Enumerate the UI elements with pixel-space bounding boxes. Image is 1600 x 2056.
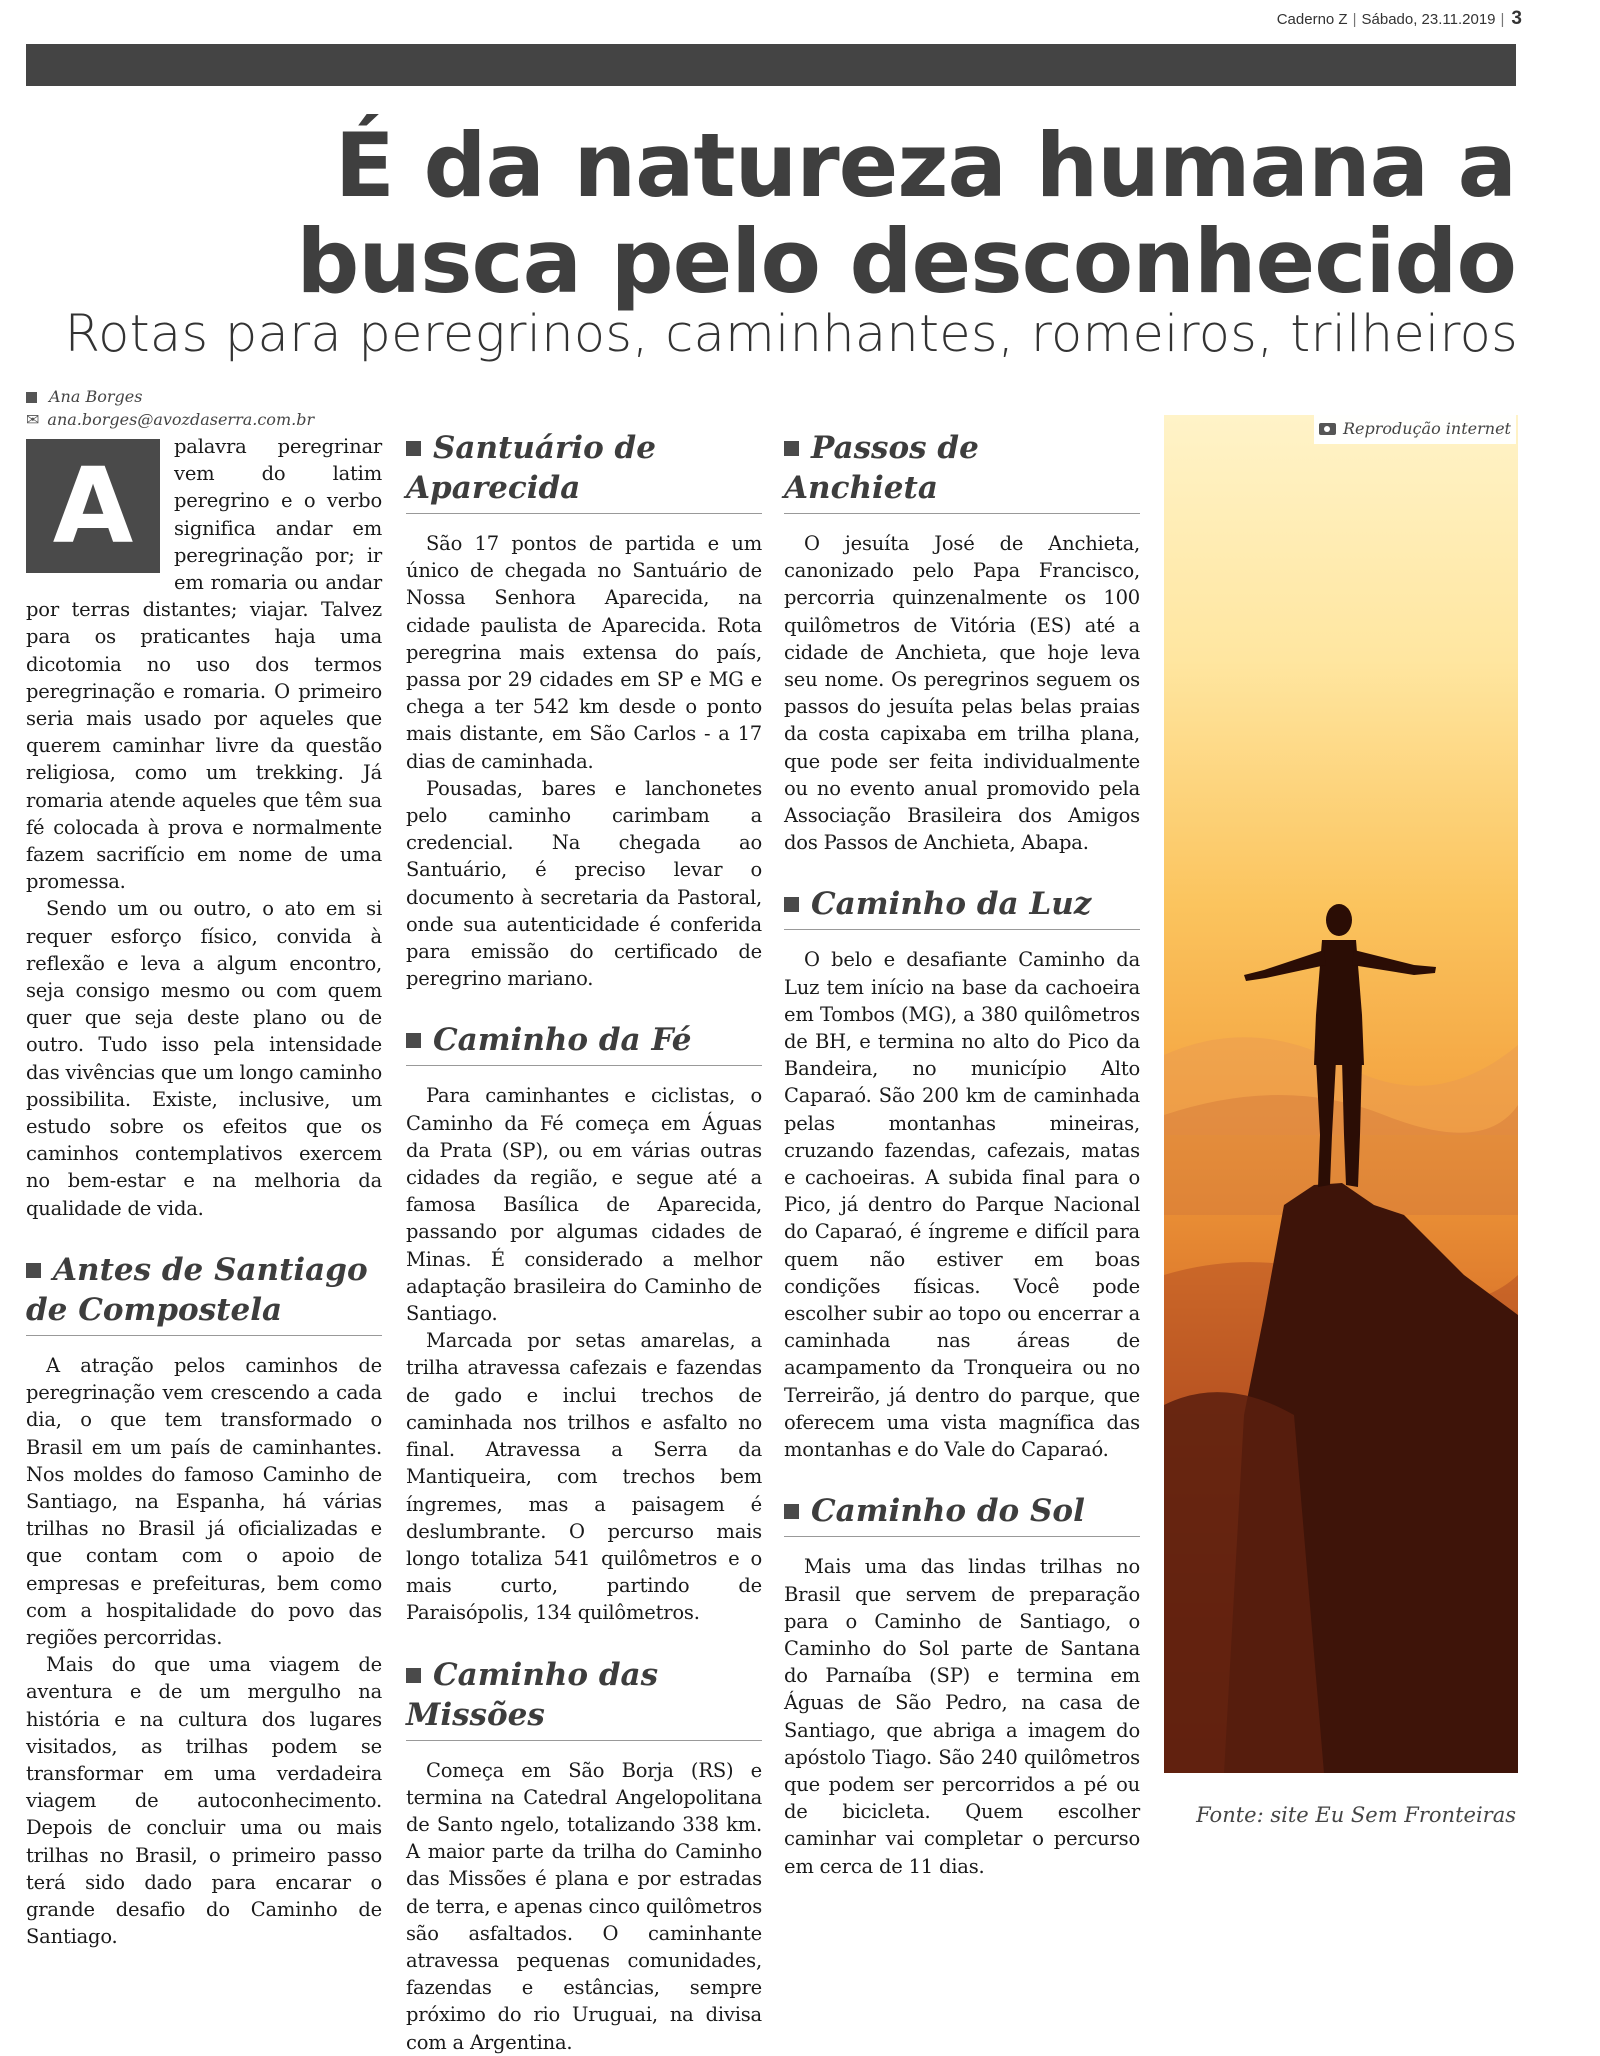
- column-3: [784, 428, 1140, 1880]
- author-email[interactable]: ana.borges@avozdaserra.com.br: [47, 410, 315, 429]
- body-paragraph: Mais do que uma viagem de aventura e de um mergulho na história e na cultura dos lugares visitados, as trilhas podem se transformar em uma verdadeira viagem de autoconhecimento. Depois de concluir uma ou mais trilhas no Brasil, o primeiro passo terá sido dado para encarar o grande desafio do Caminho de Santiago.: [26, 1653, 382, 1949]
- drop-cap: A: [26, 439, 160, 573]
- issue-date: Sábado, 23.11.2019: [1361, 11, 1496, 28]
- bullet-square-icon: [406, 1033, 421, 1048]
- section-title: Santuário de Aparecida: [406, 428, 762, 514]
- section-title: Antes de Santiago de Compostela: [26, 1250, 382, 1336]
- photo-source: Fonte: site Eu Sem Fronteiras: [1196, 1803, 1516, 1827]
- photo-credit: Reprodução internet: [1314, 414, 1516, 444]
- bullet-square-icon: [26, 1263, 41, 1278]
- body-paragraph: Para caminhantes e ciclistas, o Caminho da Fé começa em Águas da Prata (SP), ou em várias outras cidades da região, e segue até a famosa Basílica de Aparecida, passando por algumas cidades de Minas. É considerado a melhor adaptação brasileira do Caminho de Santiago.: [406, 1084, 762, 1326]
- photo-illustration: [1164, 415, 1518, 1773]
- body-paragraph: Pousadas, bares e lanchonetes pelo caminho carimbam a credencial. Na chegada ao Santuário, é preciso levar o documento à secretaria da Pastoral, onde sua autenticidade é conferida para emissão do certificado de peregrino mariano.: [406, 776, 762, 991]
- hiker-sunset-photo: [1164, 415, 1518, 1773]
- author-name: Ana Borges: [49, 387, 143, 406]
- byline: [26, 385, 314, 431]
- body-paragraph: Marcada por setas amarelas, a trilha atravessa cafezais e fazendas de gado e inclui trechos de caminhada nos trilhos e asfalto no final. Atravessa a Serra da Mantiqueira, com trechos bem íngremes, mas a paisagem é deslumbrante. O percurso mais longo totaliza 541 quilômetros e o mais curto, partindo de Paraisópolis, 134 quilômetros.: [406, 1329, 762, 1625]
- page-folio: [1277, 8, 1522, 30]
- body-paragraph: O jesuíta José de Anchieta, canonizado pelo Papa Francisco, percorria quinzenalmente os 100 quilômetros de Vitória (ES) até a cidade de Anchieta, que hoje leva seu nome. Os peregrinos seguem os passos do jesuíta pelas belas praias da costa capixaba em trilha plana, que pode ser feita individualmente ou no evento anual promovido pela Associação Brasileira dos Amigos dos Passos de Anchieta, Abapa.: [784, 532, 1140, 855]
- bullet-square-icon: [406, 441, 421, 456]
- envelope-icon: ✉: [26, 410, 40, 429]
- column-1: [26, 433, 382, 1950]
- bullet-square-icon: [784, 1504, 799, 1519]
- section-title: Caminho da Luz: [784, 884, 1140, 930]
- section-title: Caminho do Sol: [784, 1491, 1140, 1537]
- section-name: Caderno Z: [1276, 11, 1348, 28]
- folio-separator: |: [1352, 11, 1357, 28]
- bullet-square-icon: [784, 441, 799, 456]
- body-paragraph: Sendo um ou outro, o ato em si requer esforço físico, convida à reflexão e leva a algum encontro, seja consigo mesmo ou com quem quer que seja deste plano ou de outro. Tudo isso pela intensidade das vivências que um longo caminho possibilita. Existe, inclusive, um estudo sobre os efeitos que os caminhos contemplativos exercem no bem-estar e na melhoria da qualidade de vida.: [26, 897, 382, 1220]
- header-bar: [26, 44, 1516, 86]
- body-paragraph: O belo e desafiante Caminho da Luz tem início na base da cachoeira em Tombos (MG), a 380 quilômetros de BH, e termina no alto do Pico da Bandeira, no município Alto Caparaó. São 200 km de caminhada pelas montanhas mineiras, cruzando fazendas, cafezais, matas e cachoeiras. A subida final para o Pico, já dentro do Parque Nacional do Caparaó, é íngreme e difícil para quem não estiver em boas condições físicas. Você pode escolher subir ao topo ou encerrar a caminhada nas áreas de acampamento da Tronqueira ou no Terreirão, já dentro do parque, que oferecem uma vista magnífica das montanhas e do Vale do Caparaó.: [784, 948, 1140, 1462]
- author-icon: [26, 392, 37, 403]
- body-paragraph: São 17 pontos de partida e um único de chegada no Santuário de Nossa Senhora Aparecida, na cidade paulista de Aparecida. Rota peregrina mais extensa do país, passa por 29 cidades em SP e MG e chega a ter 542 km desde o ponto mais distante, em São Carlos - a 17 dias de caminhada.: [406, 532, 762, 773]
- page-number: 3: [1511, 8, 1522, 29]
- section-title: Caminho das Missões: [406, 1655, 762, 1741]
- section-title: Caminho da Fé: [406, 1020, 762, 1066]
- subheadline: Rotas para peregrinos, caminhantes, romeiros, trilheiros: [64, 305, 1518, 364]
- headline: É da natureza humana a busca pelo desconhecido: [296, 114, 1516, 313]
- bullet-square-icon: [784, 897, 799, 912]
- bullet-square-icon: [406, 1668, 421, 1683]
- camera-icon: [1319, 423, 1336, 435]
- body-paragraph: Mais uma das lindas trilhas no Brasil que servem de preparação para o Caminho de Santiago, o Caminho do Sol parte de Santana do Parnaíba (SP) e termina em Águas de São Pedro, na casa de Santiago, que abriga a imagem do apóstolo Tiago. São 240 quilômetros que podem ser percorridos a pé ou de bicicleta. Quem escolher caminhar vai completar o percurso em cerca de 11 dias.: [784, 1555, 1140, 1878]
- body-paragraph: A atração pelos caminhos de peregrinação vem crescendo a cada dia, o que tem transformado o Brasil em um país de caminhantes. Nos moldes do famoso Caminho de Santiago, na Espanha, há várias trilhas no Brasil já oficializadas e que contam com o apoio de empresas e prefeituras, bem como com a hospitalidade do povo das regiões percorridas.: [26, 1353, 382, 1649]
- body-paragraph: Começa em São Borja (RS) e termina na Catedral Angelopolitana de Santo ngelo, totalizando 338 km. A maior parte da trilha do Caminho das Missões é plana e por estradas de terra, e apenas cinco quilômetros são asfaltados. O caminhante atravessa pequenas comunidades, fazendas e estâncias, sempre próximo do rio Uruguai, na divisa com a Argentina.: [406, 1758, 762, 2054]
- body-paragraph: palavra peregrinar vem do latim peregrino e o verbo significa andar em peregrinação por; ir em romaria ou andar por terras distantes; viajar. Talvez para os praticantes haja uma dicotomia no uso dos termos peregrinação e romaria. O primeiro seria mais usado por aqueles que querem caminhar livre da questão religiosa, como um trekking. Já romaria atende aqueles que têm sua fé colocada à prova e normalmente fazem sacrifício em nome de uma promessa.: [26, 435, 382, 894]
- section-title: Passos de Anchieta: [784, 428, 1140, 514]
- column-2: [406, 428, 762, 2056]
- folio-separator: |: [1500, 11, 1505, 28]
